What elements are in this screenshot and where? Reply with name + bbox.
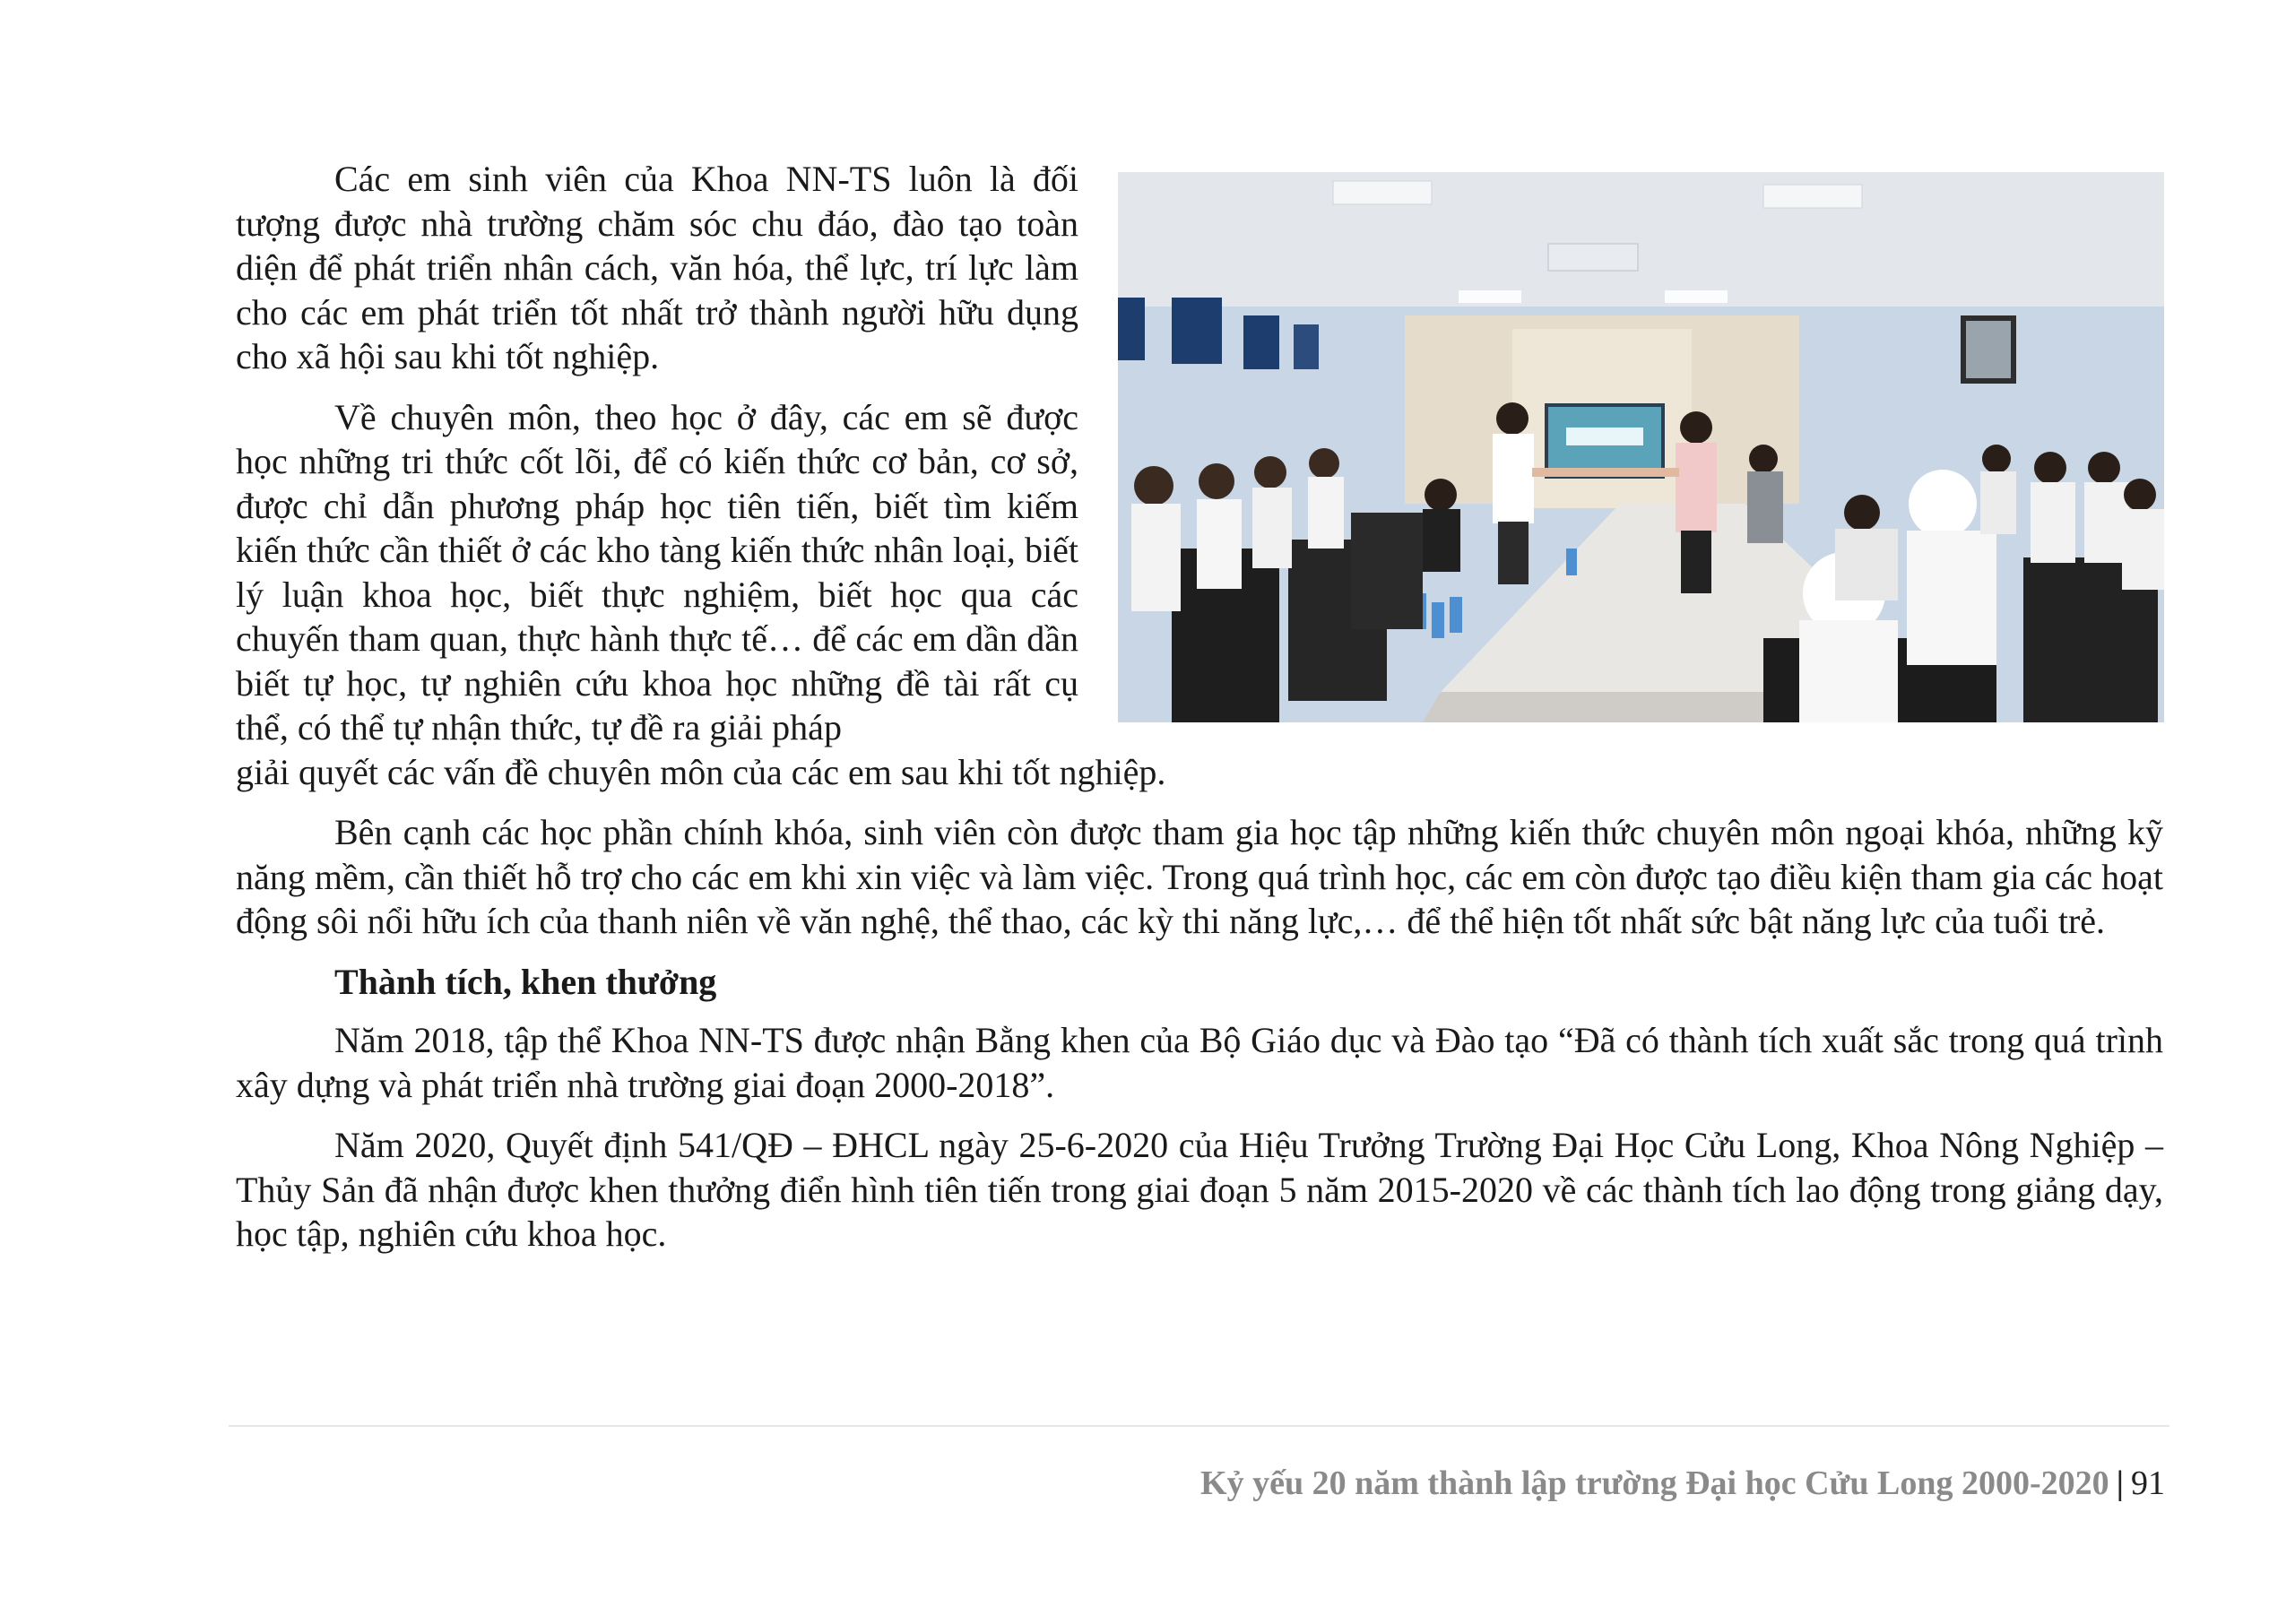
page-footer: [1200, 1464, 2165, 1503]
section-heading: Thành tích, khen thưởng: [334, 961, 717, 1002]
page-number: 91: [2131, 1464, 2165, 1502]
footer-divider: [229, 1425, 2169, 1427]
paragraph-extracurricular: Bên cạnh các học phần chính khóa, sinh viên còn được tham gia học tập những kiến thức chuyên môn ngoại khóa, những kỹ năng mềm, cần thiết hỗ trợ cho các em khi xin việc và làm việc. Trong quá trình học, các em còn được tạo điều kiện tham gia các hoạt động sôi nổi hữu ích của thanh niên về văn nghệ, thể thao, các kỳ thi năng lực,… để thể hiện tốt nhất sức bật năng lực của tuổi trẻ.: [236, 812, 2163, 941]
paragraph-specialization: Về chuyên môn, theo học ở đây, các em sẽ được học những tri thức cốt lõi, để có kiến thức cơ bản, cơ sở, được chỉ dẫn phương pháp học tiên tiến, biết tìm kiếm kiến thức cần thiết ở các kho tàng kiến thức nhân loại, biết lý luận khoa học, biết thực nghiệm, biết học qua các chuyến tham quan, thực hành thực tế… để các em dần dần biết tự học, tự nghiên cứu khoa học những đề tài rất cụ thể, có thể tự nhận thức, tự đề ra giải pháp: [236, 396, 1078, 747]
paragraph-award-2020: Năm 2020, Quyết định 541/QĐ – ĐHCL ngày 25-6-2020 của Hiệu Trưởng Trường Đại Học Cửu Long, Khoa Nông Nghiệp – Thủy Sản đã nhận được khen thưởng điển hình tiên tiến trong giai đoạn 5 năm 2015-2020 về các thành tích lao động trong giảng dạy, học tập, nghiên cứu khoa học.: [236, 1125, 2163, 1254]
body-text-top: [236, 157, 2163, 1273]
paragraph-award-2018: Năm 2018, tập thể Khoa NN-TS được nhận Bằng khen của Bộ Giáo dục và Đào tạo “Đã có thành tích xuất sắc trong quá trình xây dựng và phát triển nhà trường giai đoạn 2000-2018”.: [236, 1020, 2163, 1105]
footer-separator: |: [2116, 1464, 2124, 1502]
paragraph-specialization-tail: giải quyết các vấn đề chuyên môn của các em sau khi tốt nghiệp.: [236, 751, 1166, 792]
footer-title: Kỷ yếu 20 năm thành lập trường Đại học Cửu Long 2000-2020: [1200, 1464, 2109, 1502]
paragraph-students: Các em sinh viên của Khoa NN-TS luôn là đối tượng được nhà trường chăm sóc chu đáo, đào tạo toàn diện để phát triển nhân cách, văn hóa, thể lực, trí lực làm cho các em phát triển tốt nhất trở thành người hữu dụng cho xã hội sau khi tốt nghiệp.: [236, 159, 1078, 376]
wrapped-column: [236, 157, 1078, 750]
